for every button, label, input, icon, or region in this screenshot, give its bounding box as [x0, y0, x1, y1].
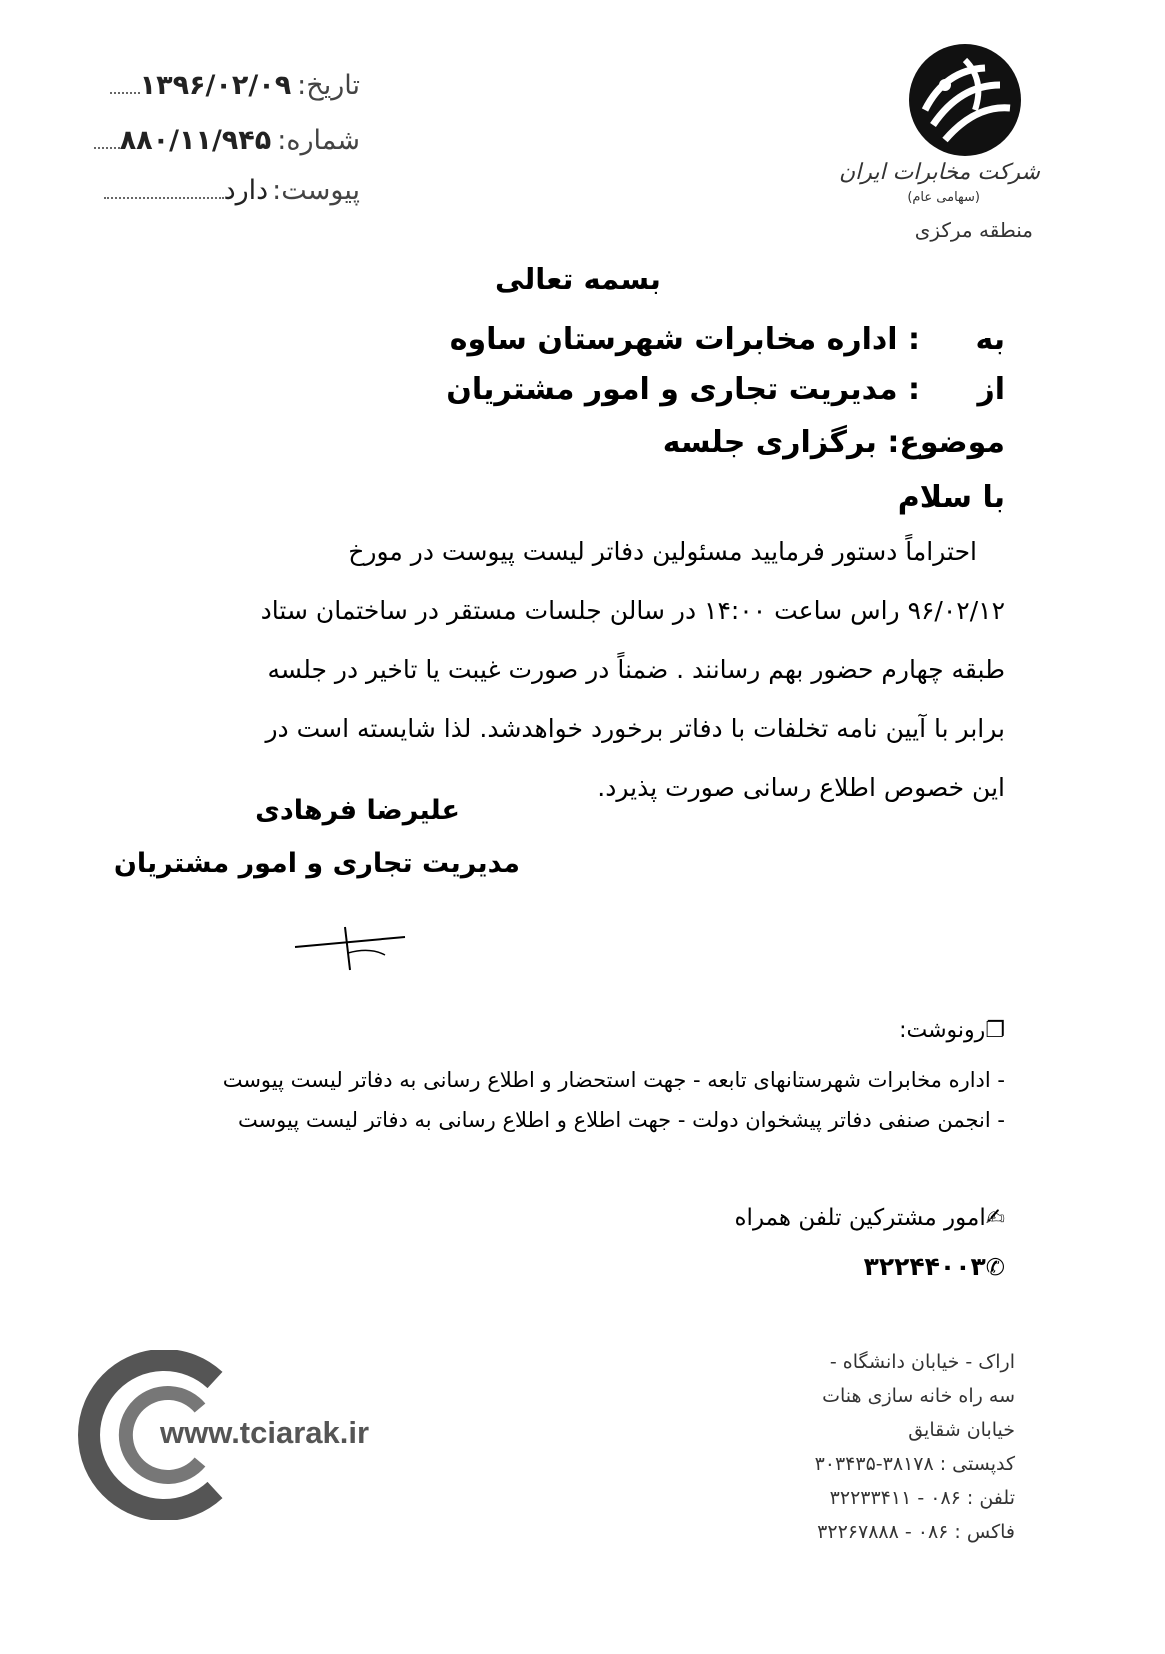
- company-logo: [905, 40, 1025, 160]
- body-line: برابر با آیین نامه تخلفات با دفاتر برخورد خواهدشد. لذا شایسته است در: [265, 714, 1005, 743]
- cc-item: - انجمن صنفی دفاتر پیشخوان دولت - جهت اطلاع و اطلاع رسانی به دفاتر لیست پیوست: [237, 1108, 1005, 1132]
- body-line: طبقه چهارم حضور بهم رسانند . ضمناً در صورت غیبت یا تاخیر در جلسه: [267, 655, 1005, 684]
- subject-label: موضوع:: [887, 425, 1005, 460]
- from-value: : مدیریت تجاری و امور مشتریان: [446, 372, 920, 407]
- number-label: شماره:: [277, 125, 360, 156]
- logo-region: منطقه مرکزی: [914, 218, 1033, 242]
- address-line: سه راه خانه سازی هنات: [822, 1385, 1015, 1407]
- to-line: [450, 322, 1005, 357]
- contact-phone-line: [864, 1252, 1005, 1281]
- attachment-value: دارد: [223, 175, 269, 206]
- cc-item: - اداره مخابرات شهرستانهای تابعه - جهت استحضار و اطلاع رسانی به دفاتر لیست پیوست: [222, 1068, 1005, 1092]
- number-row: [90, 125, 360, 156]
- body-line: این خصوص اطلاع رسانی صورت پذیرد.: [597, 773, 1005, 802]
- greeting: با سلام: [897, 480, 1005, 515]
- logo-company-name: شرکت مخابرات ایران: [838, 160, 1040, 185]
- date-label: تاریخ:: [297, 70, 360, 101]
- bismillah-heading: بسمه تعالی: [495, 262, 661, 296]
- from-label: از: [977, 372, 1005, 407]
- signer-name: علیرضا فرهادی: [255, 795, 460, 826]
- contact-dept: امور مشترکین تلفن همراه: [734, 1205, 986, 1231]
- number-value: ۸۸۰/۱۱/۹۴۵: [119, 125, 272, 156]
- website-link[interactable]: www.tciarak.ir: [160, 1415, 370, 1450]
- attachment-label: پیوست:: [272, 175, 360, 206]
- pen-icon: ✍: [985, 1205, 1005, 1231]
- date-value: ۱۳۹۶/۰۲/۰۹: [139, 70, 292, 101]
- address-line: خیابان شقایق: [908, 1419, 1015, 1441]
- address-line: کدپستی : ۳۸۱۷۸-۳۰۳۴۳۵: [814, 1453, 1015, 1475]
- body-line: ۹۶/۰۲/۱۲ راس ساعت ۱۴:۰۰ در سالن جلسات مستقر در ساختمان ستاد: [260, 596, 1005, 625]
- address-line: فاکس : ۰۸۶ - ۳۲۲۶۷۸۸۸: [817, 1521, 1015, 1543]
- subject-value: برگزاری جلسه: [662, 425, 877, 460]
- tci-logo-icon: [905, 40, 1025, 160]
- address-line: تلفن : ۰۸۶ - ۳۲۲۳۳۴۱۱: [829, 1487, 1015, 1509]
- logo-subtitle: (سهامی عام): [907, 190, 980, 205]
- phone-icon: ✆: [985, 1255, 1005, 1281]
- document-icon: ❐: [985, 1018, 1005, 1043]
- attachment-row: [90, 175, 360, 206]
- from-line: [446, 372, 1005, 407]
- address-line: اراک - خیابان دانشگاه -: [829, 1351, 1015, 1373]
- contact-dept-line: [735, 1205, 1006, 1231]
- to-label: به: [975, 322, 1005, 357]
- to-value: : اداره مخابرات شهرستان ساوه: [449, 322, 920, 357]
- date-row: [90, 70, 360, 101]
- footer-address: [815, 1345, 1015, 1549]
- subject-line: [663, 425, 1005, 460]
- letter-body: [165, 522, 1005, 817]
- body-line: احتراماً دستور فرمایید مسئولین دفاتر لیست پیوست در مورخ: [348, 537, 977, 566]
- signer-title: مدیریت تجاری و امور مشتریان: [113, 848, 520, 879]
- contact-phone: ۳۲۲۴۴۰۰۳: [863, 1252, 986, 1281]
- signature-mark: [290, 925, 420, 979]
- cc-title: ❐رونوشت:: [899, 1018, 1005, 1043]
